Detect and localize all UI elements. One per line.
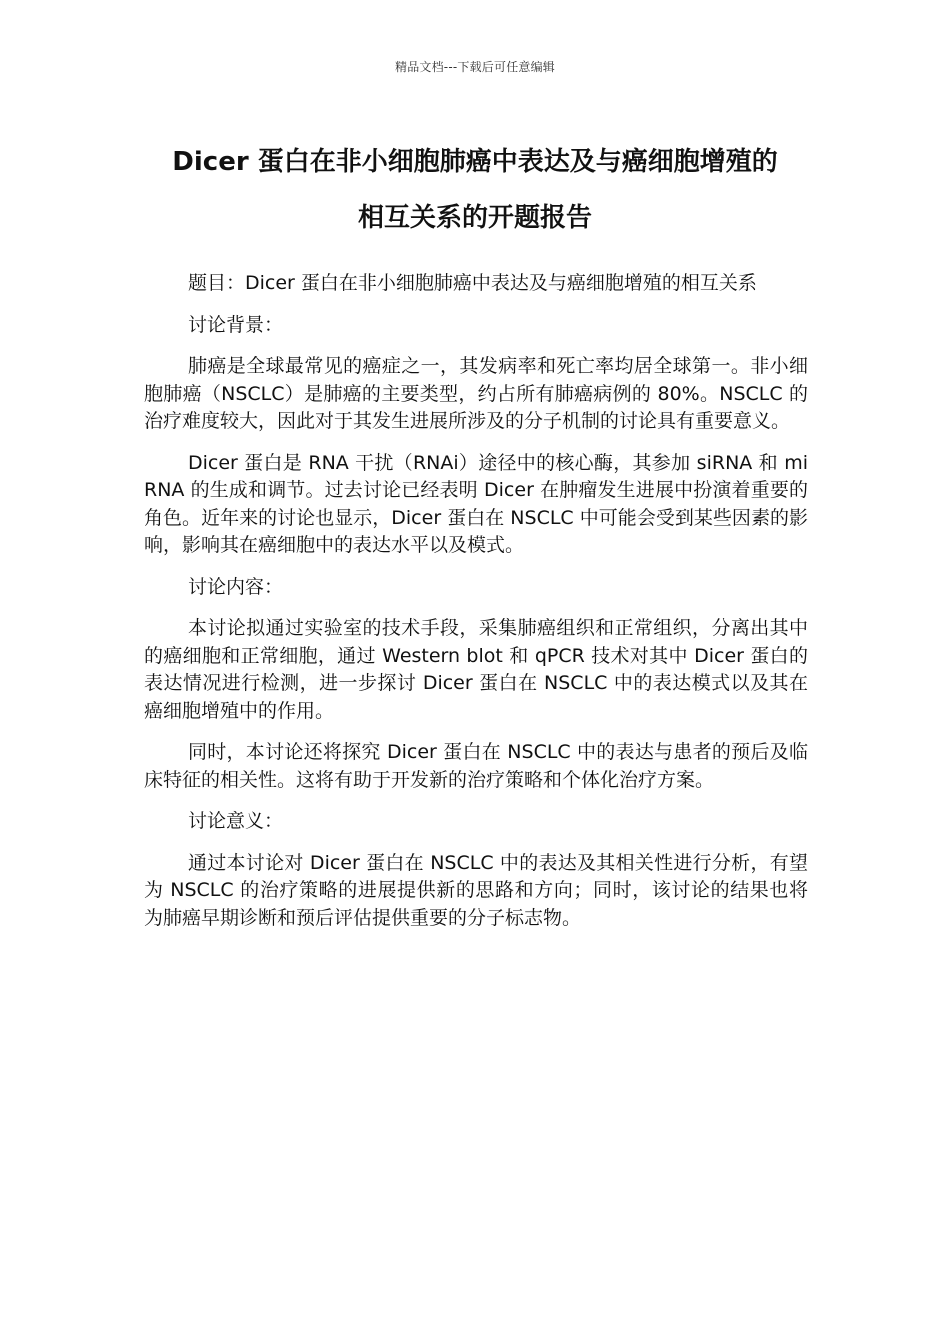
page-header: 精品文档---下载后可任意编辑 (395, 60, 555, 74)
content-paragraph-2: 同时，本讨论还将探究 Dicer 蛋白在 NSCLC 中的表达与患者的预后及临床特征的相关性。这将有助于开发新的治疗策略和个体化治疗方案。 (144, 741, 808, 791)
document-body (144, 270, 808, 946)
title-line-1: Dicer 蛋白在非小细胞肺癌中表达及与癌细胞增殖的 (172, 147, 778, 177)
section-heading-significance: 讨论意义： (188, 810, 284, 832)
background-paragraph-2: Dicer 蛋白是 RNA 干扰（RNAi）途径中的核心酶，其参加 siRNA 和 miRNA 的生成和调节。过去讨论已经表明 Dicer 在肿瘤发生进展中扮演着重要的角色。近年来的讨论也显示，Dicer 蛋白在 NSCLC 中可能会受到某些因素的影响，影响其在癌细胞中的表达水平以及模式。 (144, 451, 808, 556)
topic-paragraph: 题目：Dicer 蛋白在非小细胞肺癌中表达及与癌细胞增殖的相互关系 (188, 272, 757, 294)
content-paragraph-1: 本讨论拟通过实验室的技术手段，采集肺癌组织和正常组织，分离出其中的癌细胞和正常细胞，通过 Western blot 和 qPCR 技术对其中 Dicer 蛋白的表达情况进行检测，进一步探讨 Dicer 蛋白在 NSCLC 中的表达模式以及其在癌细胞增殖中的作用。 (144, 617, 808, 722)
significance-paragraph: 通过本讨论对 Dicer 蛋白在 NSCLC 中的表达及其相关性进行分析，有望为 NSCLC 的治疗策略的进展提供新的思路和方向；同时，该讨论的结果也将为肺癌早期诊断和预后评估提供重要的分子标志物。 (144, 851, 808, 929)
background-paragraph-1: 肺癌是全球最常见的癌症之一，其发病率和死亡率均居全球第一。非小细胞肺癌（NSCLC）是肺癌的主要类型，约占所有肺癌病例的 80%。NSCLC 的治疗难度较大，因此对于其发生进展所涉及的分子机制的讨论具有重要意义。 (144, 355, 808, 432)
section-heading-background: 讨论背景： (188, 313, 284, 336)
section-heading-content: 讨论内容： (188, 575, 284, 598)
title-line-2: 相互关系的开题报告 (357, 203, 592, 233)
document-title (120, 134, 830, 246)
